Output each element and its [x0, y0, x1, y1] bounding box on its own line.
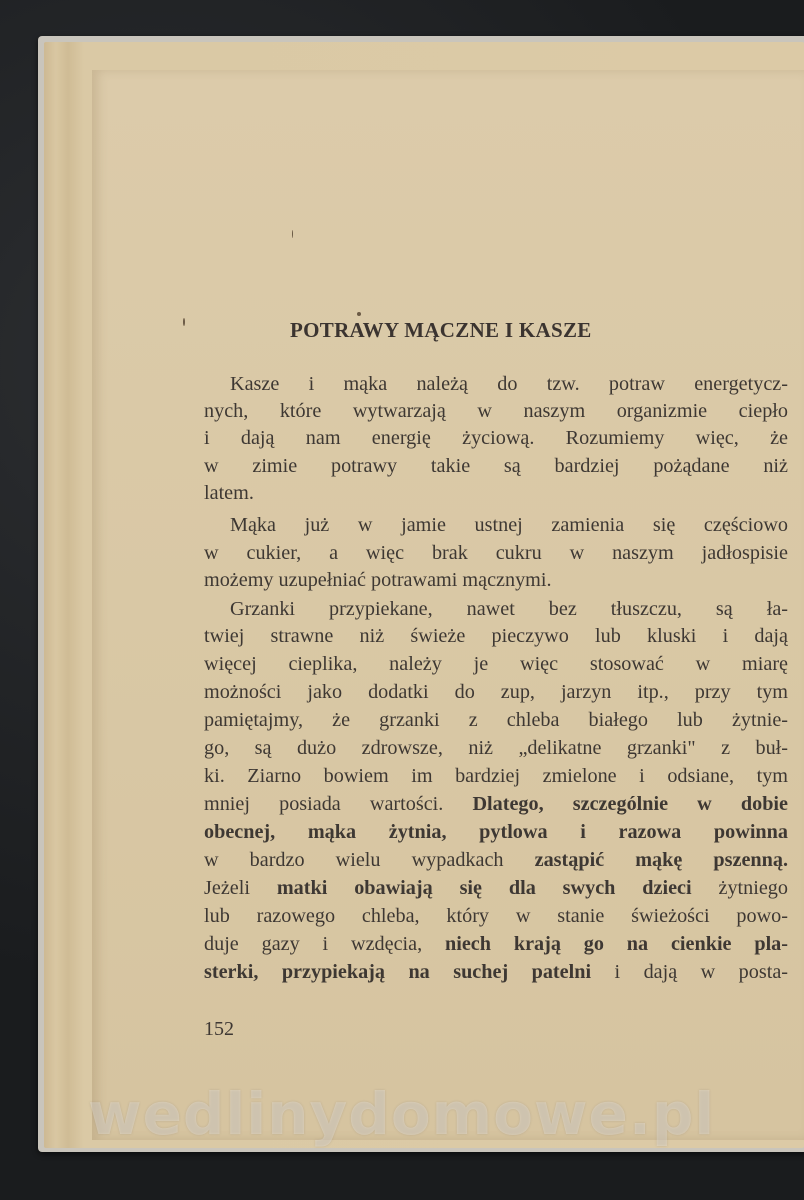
text-line: Kasze i mąka należą do tzw. potraw energetycz-	[230, 373, 788, 395]
paper-speck	[292, 230, 293, 238]
text-run-bold: zastąpić mąkę pszenną.	[534, 849, 788, 871]
text-run: w bardzo wielu wypadkach	[204, 849, 504, 871]
paper-speck	[357, 312, 361, 316]
text-line: Mąka już w jamie ustnej zamienia się częściowo	[230, 514, 788, 536]
text-line: możemy uzupełniać potrawami mącznymi.	[204, 569, 552, 591]
text-line: w cukier, a więc brak cukru w naszym jadłospisie	[204, 542, 788, 564]
text-line: więcej cieplika, należy je więc stosować w miarę	[204, 653, 788, 675]
text-line: i dają nam energię życiową. Rozumiemy więc, że	[204, 427, 788, 449]
text-run-bold: Dlatego, szczególnie w dobie	[472, 793, 788, 815]
text-line-bold: obecnej, mąka żytnia, pytlowa i razowa powinna	[204, 821, 788, 843]
text-line: możności jako dodatki do zup, jarzyn itp., przy tym	[204, 681, 788, 703]
text-run-bold: niech krają go na cienkie pla-	[445, 933, 788, 955]
text-line: twiej strawne niż świeże pieczywo lub kluski i dają	[204, 625, 788, 647]
text-line: pamiętajmy, że grzanki z chleba białego lub żytnie-	[204, 709, 788, 731]
chapter-title: POTRAWY MĄCZNE I KASZE	[290, 318, 592, 342]
text-line-mixed	[204, 847, 788, 874]
text-line: latem.	[204, 482, 254, 504]
text-run: żytniego	[718, 877, 788, 899]
text-line: w zimie potrawy takie są bardziej pożądane niż	[204, 455, 788, 477]
text-run: duje gazy i wzdęcia,	[204, 933, 423, 955]
text-run: i dają w posta-	[614, 961, 788, 983]
text-run: Jeżeli	[204, 877, 250, 899]
watermark: wedlinydomowe.pl	[88, 1080, 716, 1148]
text-line: nych, które wytwarzają w naszym organizmie ciepło	[204, 400, 788, 422]
text-line: Grzanki przypiekane, nawet bez tłuszczu, są ła-	[230, 598, 788, 620]
text-run-bold: matki obawiają się dla swych dzieci	[276, 877, 692, 899]
text-line: lub razowego chleba, który w stanie świeżości powo-	[204, 905, 788, 927]
paper-speck	[183, 318, 185, 326]
page-number: 152	[204, 1018, 234, 1040]
text-line: go, są dużo zdrowsze, niż „delikatne grzanki" z buł-	[204, 737, 788, 759]
text-line-mixed	[204, 959, 788, 986]
text-run-bold: sterki, przypiekają na suchej patelni	[204, 961, 592, 983]
text-line-mixed	[204, 875, 788, 902]
text-line-mixed	[204, 931, 788, 958]
text-line-mixed	[204, 791, 788, 818]
text-run: mniej posiada wartości.	[204, 793, 444, 815]
text-line: ki. Ziarno bowiem im bardziej zmielone i odsiane, tym	[204, 765, 788, 787]
